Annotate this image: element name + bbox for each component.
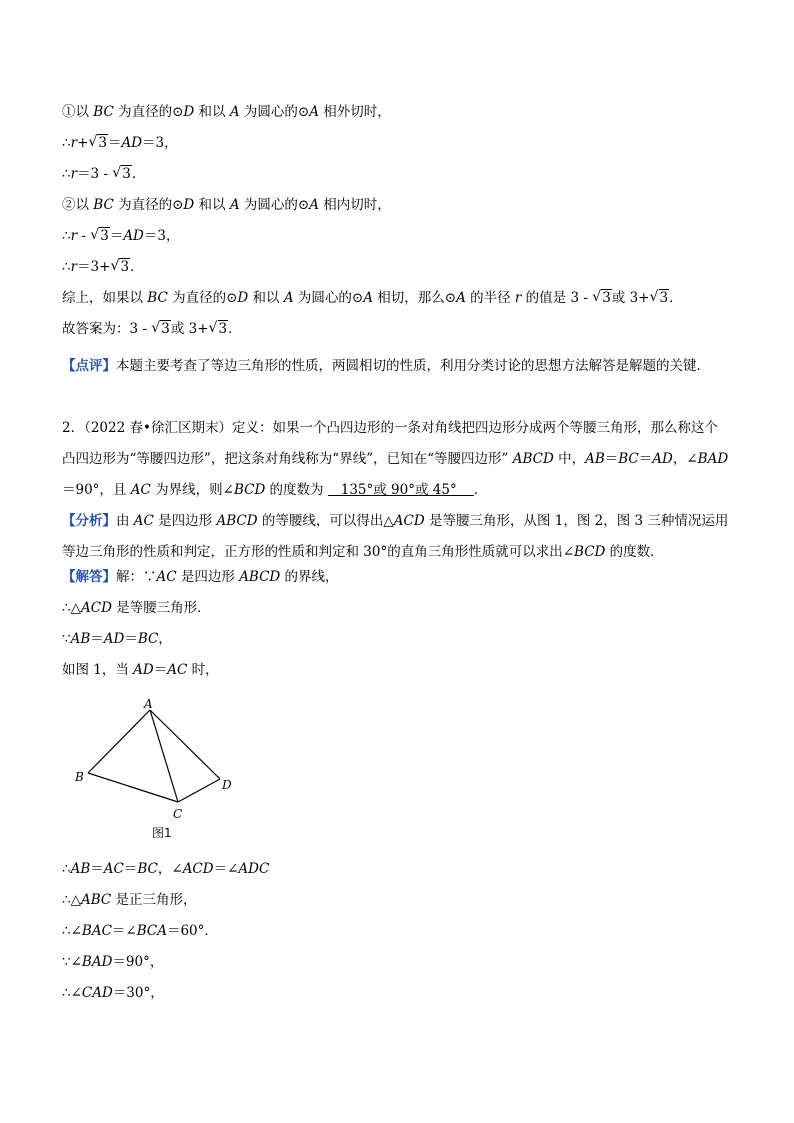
- line-solution-start: 【解答】解：∵AC 是四边形 ABCD 的界线，: [62, 569, 339, 585]
- line-equation-4: ∴r＝3+√ 3．: [62, 258, 144, 276]
- line-equation-2: ∴r＝3 - √ 3．: [62, 165, 145, 183]
- vertex-label-B: B: [75, 770, 84, 784]
- line-step-2: ∵AB＝AD＝BC，: [62, 631, 172, 647]
- vertex-label-C: C: [173, 807, 183, 821]
- question-2: 2．（2022 春•徐汇区期末）定义：如果一个凸四边形的一条对角线把四边形分成两个等腰三角形，那么称这个凸四边形为“等腰四边形”，把这条对角线称为“界线”，已知在“等腰四边形” ABCD 中，AB＝BC＝AD，∠BAD＝90°，且 AC 为界线，则∠BCD 的度数为 135°或 90°或 45° ．: [62, 420, 729, 498]
- segment-CD: [178, 779, 220, 802]
- sqrt-symbol: √ 3: [650, 289, 670, 307]
- sqrt-symbol: √ 3: [209, 320, 229, 338]
- answer-blank: 135°或 90°或 45°: [327, 482, 474, 498]
- line-internal-tangent-case: ②以 BC 为直径的⊙D 和以 A 为圆心的⊙A 相内切时，: [62, 197, 391, 213]
- sqrt-symbol: √ 3: [90, 227, 110, 245]
- line-summary: 综上，如果以 BC 为直径的⊙D 和以 A 为圆心的⊙A 相切，那么⊙A 的半径 r 的值是 3 - √ 3或 3+√ 3．: [62, 289, 683, 307]
- line-step-6: ∵∠BAD＝90°，: [62, 954, 164, 970]
- vertex-label-D: D: [222, 778, 232, 792]
- sqrt-symbol: √ 3: [112, 165, 132, 183]
- line-analysis: 【分析】由 AC 是四边形 ABCD 的等腰线，可以得出△ACD 是等腰三角形，从图 1，图 2，图 3 三种情况运用等边三角形的性质和判定，正方形的性质和判定和 30°的直角三角形性质就可以求出∠BCD 的度数．: [62, 513, 729, 560]
- line-step-7: ∴∠CAD＝30°，: [62, 985, 164, 1001]
- line-step-4: ∴△ABC 是正三角形，: [62, 892, 197, 908]
- sqrt-symbol: √ 3: [110, 258, 130, 276]
- segment-BC: [88, 773, 178, 802]
- line-step-1: ∴△ACD 是等腰三角形．: [62, 600, 211, 616]
- line-comment: 【点评】本题主要考查了等边三角形的性质，两圆相切的性质，利用分类讨论的思想方法解答是解题的关键．: [62, 358, 710, 374]
- line-equation-1: ∴r+√ 3＝AD＝3，: [62, 134, 178, 152]
- line-equation-3: ∴r - √ 3＝AD＝3，: [62, 227, 179, 245]
- sqrt-symbol: √ 3: [151, 320, 171, 338]
- line-answer-1: 故答案为：3 - √ 3或 3+√ 3．: [62, 320, 242, 338]
- figure-1-quadrilateral: [70, 695, 250, 845]
- sqrt-symbol: √ 3: [592, 289, 612, 307]
- segment-AB: [88, 710, 150, 773]
- sqrt-symbol: √ 3: [88, 134, 108, 152]
- line-step-3: ∴AB＝AC＝BC，∠ACD＝∠ADC: [62, 861, 270, 877]
- line-step-5: ∴∠BAC＝∠BCA＝60°．: [62, 923, 218, 939]
- line-case-figure-1: 如图 1，当 AD＝AC 时，: [62, 662, 219, 678]
- vertex-label-A: A: [144, 697, 153, 711]
- line-external-tangent-case: ①以 BC 为直径的⊙D 和以 A 为圆心的⊙A 相外切时，: [62, 104, 391, 120]
- figure-caption: 图1: [152, 826, 172, 840]
